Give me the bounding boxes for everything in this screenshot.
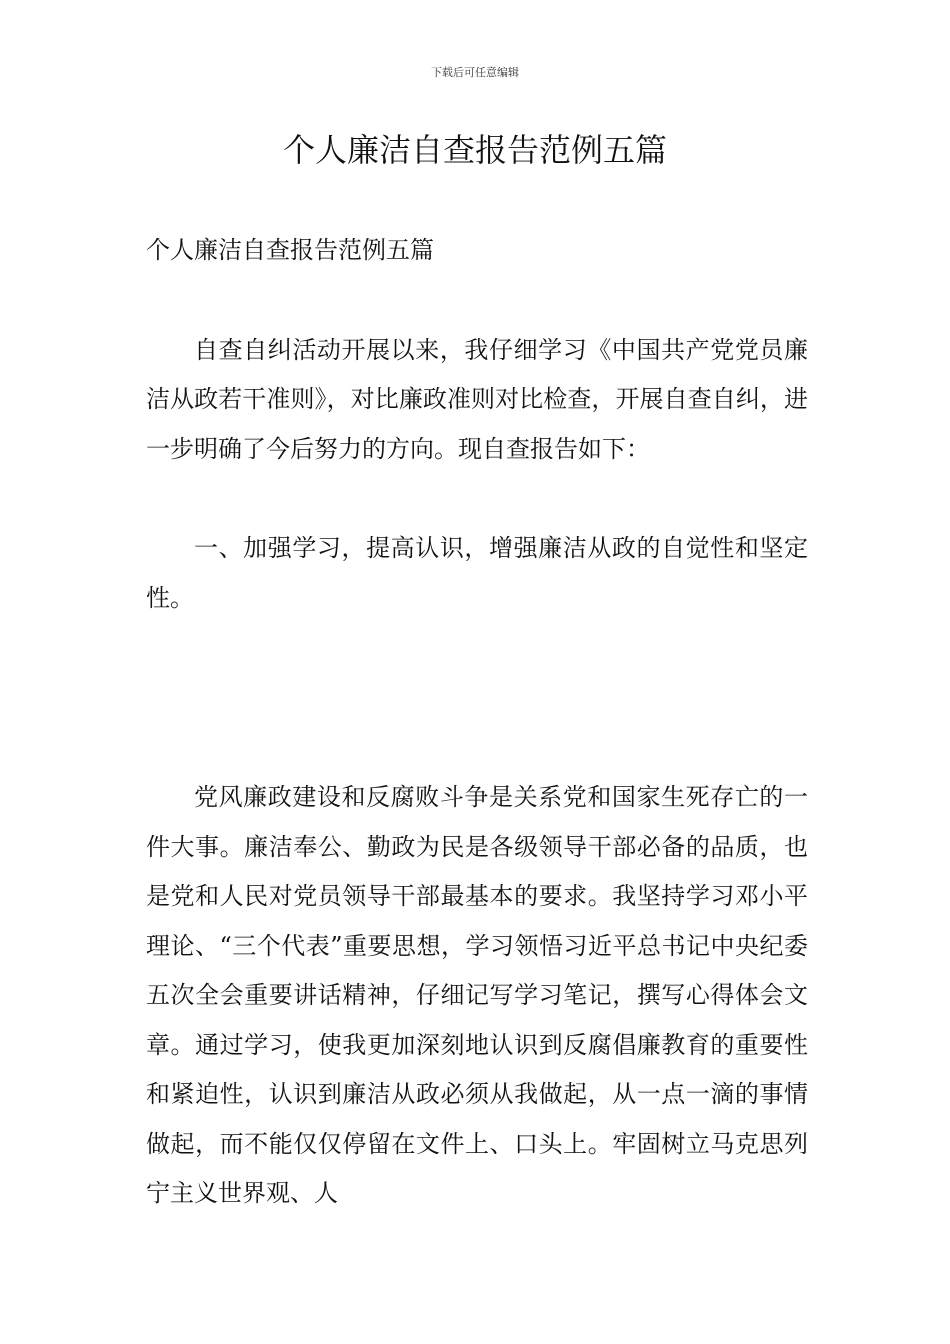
paragraph-section-heading: 一、加强学习，提高认识，增强廉洁从政的自觉性和坚定性。 [146,534,808,612]
document-subtitle: 个人廉洁自查报告范例五篇 [146,236,434,264]
header-note: 下载后可任意编辑 [431,66,519,79]
document-body [146,226,808,1219]
paragraph-body: 党风廉政建设和反腐败斗争是关系党和国家生死存亡的一件大事。廉洁奉公、勤政为民是各级领导干部必备的品质，也是党和人民对党员领导干部最基本的要求。我坚持学习邓小平理论、“三个代表”重要思想，学习领悟习近平总书记中央纪委五次全会重要讲话精神，仔细记写学习笔记，撰写心得体会文章。通过学习，使我更加深刻地认识到反腐倡廉教育的重要性和紧迫性，认识到廉洁从政必须从我做起，从一点一滴的事情做起，而不能仅仅停留在文件上、口头上。牢固树立马克思列宁主义世界观、人 [146,783,808,1207]
page-title: 个人廉洁自查报告范例五篇 [282,131,667,169]
paragraph-intro: 自查自纠活动开展以来，我仔细学习《中国共产党党员廉洁从政若干准则》，对比廉政准则对比检查，开展自查自纠，进一步明确了今后努力的方向。现自查报告如下： [146,335,808,463]
